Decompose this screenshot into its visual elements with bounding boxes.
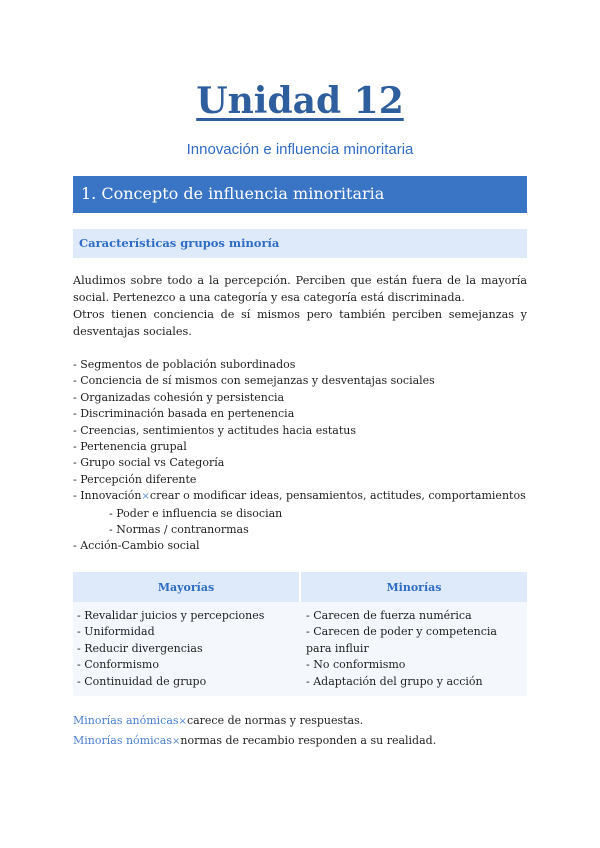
- list-item: [73, 488, 527, 505]
- list-item: - Segmentos de población subordinados: [73, 358, 296, 371]
- list-subitem: - Poder e influencia se disocian: [109, 506, 283, 520]
- definition-term: Minorías nómicas: [73, 733, 172, 747]
- table-cell: - Adaptación del grupo y acción: [306, 674, 483, 688]
- arrow-icon: ×: [141, 491, 150, 503]
- intro-paragraph-1: Aludimos sobre todo a la percepción. Perciben que están fuera de la mayoría social. Pertenezco a una categoría y esa categoría está discriminada.: [73, 274, 527, 304]
- column-mayorias: [73, 602, 300, 696]
- section-heading: 1. Concepto de influencia minoritaria: [73, 176, 527, 213]
- subsection-heading: Características grupos minoría: [73, 229, 527, 258]
- list-item: - Conciencia de sí mismos con semejanzas y desventajas sociales: [73, 374, 435, 388]
- list-item: - Organizadas cohesión y persistencia: [73, 390, 285, 404]
- table-cell: - No conformismo: [306, 658, 406, 672]
- list-subitem: - Normas / contranormas: [109, 523, 249, 537]
- table-cell: - Revalidar juicios y percepciones: [77, 609, 265, 622]
- column-header-mayorias: Mayorías: [157, 581, 215, 594]
- list-item: - Pertenencia grupal: [73, 440, 187, 454]
- list-item-text: crear o modificar ideas, pensamientos, actitudes, comportamientos: [149, 489, 526, 503]
- table-cell: - Carecen de fuerza numérica: [306, 609, 472, 622]
- list-item: - Acción-Cambio social: [73, 539, 200, 553]
- arrow-icon: ×: [171, 735, 181, 747]
- definition-text: carece de normas y respuestas.: [186, 714, 364, 727]
- page-subtitle: Innovación e influencia minoritaria: [186, 141, 414, 158]
- arrow-icon: ×: [178, 716, 187, 727]
- definition-text: normas de recambio responden a su realidad.: [180, 733, 437, 747]
- characteristics-list: [73, 357, 527, 555]
- definition-anomicas: [73, 712, 527, 732]
- definition-term: Minorías anómicas: [73, 714, 179, 727]
- definitions: [73, 712, 527, 751]
- table-cell: para influir: [306, 641, 369, 655]
- list-item: - Grupo social vs Categoría: [73, 456, 225, 470]
- comparison-table-body: [73, 602, 527, 696]
- intro-paragraph-2: Otros tienen conciencia de sí mismos pero también perciben semejanzas y desventajas sociales.: [73, 308, 527, 338]
- table-cell: - Continuidad de grupo: [77, 674, 207, 688]
- column-header-minorias: Minorías: [386, 581, 442, 594]
- list-item-label: - Innovación: [73, 489, 142, 503]
- page-title: Unidad 12: [196, 80, 404, 122]
- table-cell: - Conformismo: [77, 658, 159, 672]
- column-minorias: [300, 602, 527, 696]
- table-cell: - Carecen de poder y competencia: [306, 625, 497, 639]
- list-item: - Percepción diferente: [73, 472, 197, 486]
- table-cell: - Uniformidad: [77, 625, 155, 639]
- comparison-table-header: [73, 572, 527, 602]
- list-item: - Discriminación basada en pertenencia: [73, 407, 295, 421]
- definition-nomicas: [73, 732, 527, 752]
- table-cell: - Reducir divergencias: [77, 641, 203, 655]
- list-item: - Creencias, sentimientos y actitudes hacia estatus: [73, 423, 356, 437]
